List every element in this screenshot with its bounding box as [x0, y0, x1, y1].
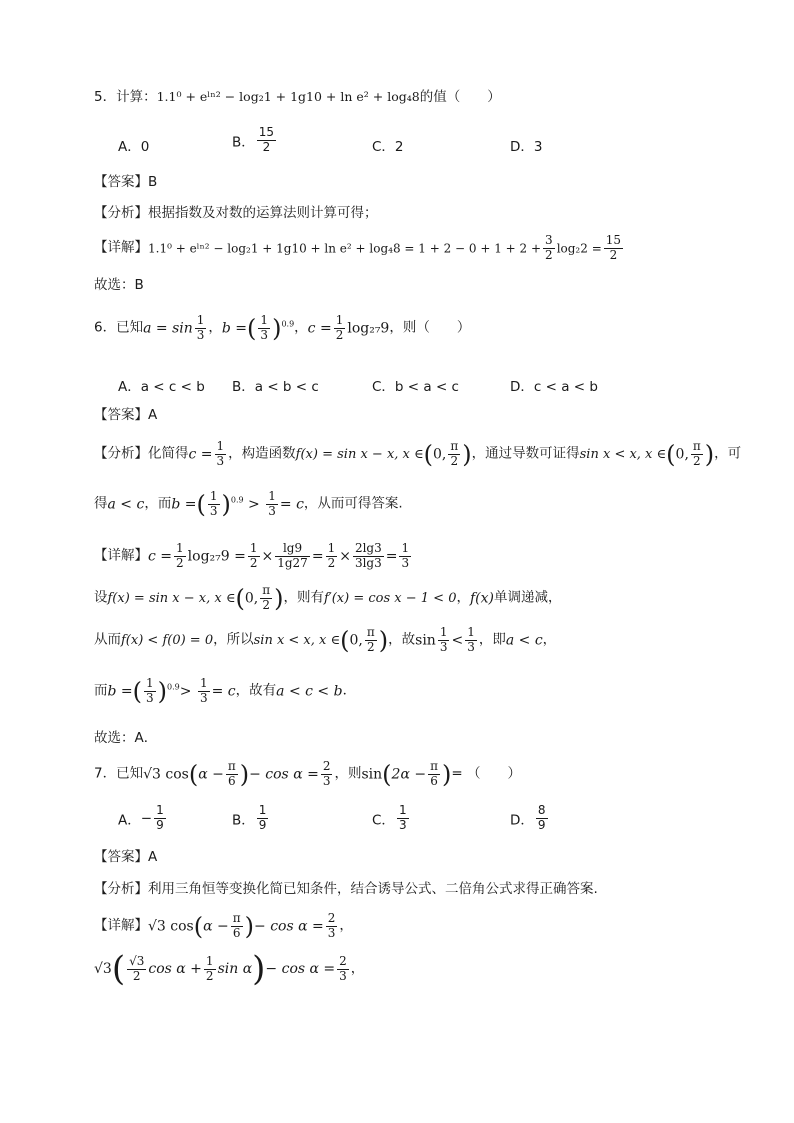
q5-tail: 的值（ ） — [419, 89, 501, 105]
q5-number: 5． — [94, 89, 117, 105]
q7-detail-line1: 【详解】√3 cos(α − $\frac{\pi}{6}$ )− cos α = $\frac{2}{3}$ ， — [94, 911, 353, 941]
q6-detail-line2: 从而f(x) < f(0) = 0，所以sin x < x, x ∈(0, $\frac{\pi}{2}$ )，故sin $\frac{1}{3}$ < $\frac{1}{3}$ ，即a < c， — [94, 625, 557, 655]
q7-answer — [94, 850, 157, 865]
answer-tag: 【答案】 — [94, 407, 148, 423]
q6-option-c: C．b < a < c — [372, 379, 459, 395]
q6-b-frac: $\frac{1}{3}$ — [260, 313, 269, 342]
q6-detail-line1: 设f(x) = sin x − x, x ∈(0, $\frac{\pi}{2}$ )，则有f′(x) = cos x − 1 < 0，f(x)单调递减， — [94, 583, 562, 613]
q6-option-a: A．a < c < b — [118, 379, 205, 395]
q7-answer-value: A — [148, 849, 158, 865]
q6-option-b: B．a < b < c — [232, 379, 319, 395]
q7-option-c: C． $\frac{1}{3}$ — [372, 803, 407, 832]
detail-tag: 【详解】 — [94, 239, 148, 256]
q6-b-eq: b = — [221, 320, 248, 337]
q7-stem: 7．已知√3 cos(α − $\frac{\pi}{6}$ )− cos α = $\frac{2}{3}$ ，则sin(2α − $\frac{\pi}{6}$ )= （ ） — [94, 759, 521, 789]
q5-analysis — [94, 206, 378, 221]
q5-detail-frac2: $\frac{15}{2}$ — [605, 233, 622, 262]
q6-option-d: D．c < a < b — [510, 379, 598, 395]
q5-option-d: D．3 — [510, 139, 543, 155]
q5-option-b — [232, 126, 278, 155]
q6-stem: 6．已知a = sin $\frac{1}{3}$ ，b =( $\frac{1}{3}$ )$^{0.9}$，c = $\frac{1}{2}$ log₂₇9，则（ ） — [94, 313, 471, 343]
q6-c-log: log₂₇9 — [347, 320, 390, 337]
q6-c-eq: c = — [307, 320, 332, 337]
q7-analysis — [94, 882, 598, 897]
detail-tag: 【详解】 — [94, 917, 148, 934]
q5-detail-frac1: $\frac{3}{2}$ — [545, 233, 553, 262]
q5-option-a: A．0 — [118, 139, 150, 155]
q6-analysis-line1: 【分析】化简得c = $\frac{1}{3}$ ，构造函数f(x) = sin x − x, x ∈(0, $\frac{\pi}{2}$ )，通过导数可证得sin x < x, x ∈(0, $\frac{\pi}{2}$ )，可 — [94, 439, 742, 469]
q6-a-frac: $\frac{1}{3}$ — [196, 313, 205, 342]
q5-detail — [94, 234, 625, 263]
q5-option-b-label: B． — [232, 134, 255, 151]
answer-tag: 【答案】 — [94, 174, 148, 190]
q5-analysis-text: 根据指数及对数的运算法则计算可得； — [148, 205, 378, 221]
q6-then: ，则（ ） — [389, 319, 471, 336]
q7-option-a: A．− $\frac{1}{9}$ — [118, 803, 164, 832]
q6-answer — [94, 408, 157, 423]
q6-choose: 故选：A． — [94, 730, 158, 746]
q7-option-d: D． $\frac{8}{9}$ — [510, 803, 546, 832]
q6-number: 6．已知 — [94, 319, 144, 336]
q5-expression: 1.1⁰ + eˡⁿ² − log₂1 + 1g10 + ln e² + log₄8 — [156, 89, 420, 104]
q6-c-frac: $\frac{1}{2}$ — [335, 313, 344, 342]
q6-detail-line3: 而b =( $\frac{1}{3}$ )$^{0.9}$> $\frac{1}{3}$ = c，故有a < c < b． — [94, 676, 357, 706]
q5-choose: 故选：B — [94, 277, 144, 293]
q5-lead: 计算： — [116, 89, 157, 105]
q5-option-c: C．2 — [372, 139, 404, 155]
q7-option-b: B． $\frac{1}{9}$ — [232, 803, 267, 832]
q5-answer-value: B — [148, 174, 158, 190]
q7-number: 7．已知 — [94, 765, 144, 782]
q6-answer-value: A — [148, 407, 158, 423]
q6-a-eq: a = sin — [143, 320, 193, 337]
q5-stem — [94, 90, 501, 105]
q5-detail-mid: log₂2 = — [556, 241, 602, 256]
q6-analysis-line2: 得a < c，而b =( $\frac{1}{3}$ )$^{0.9}$ > $\frac{1}{3}$ = c，从而可得答案. — [94, 489, 403, 519]
answer-tag: 【答案】 — [94, 849, 148, 865]
q7-analysis-text: 利用三角恒等变换化简已知条件，结合诱导公式、二倍角公式求得正确答案. — [148, 881, 598, 897]
q5-detail-expr: 1.1⁰ + eˡⁿ² − log₂1 + 1g10 + ln e² + log₄8 = 1 + 2 − 0 + 1 + 2 + — [148, 241, 542, 256]
analysis-tag: 【分析】 — [94, 881, 148, 897]
q5-option-b-fraction: $\frac{15}{2}$ — [258, 125, 275, 154]
q6-detail-line0: 【详解】c = $\frac{1}{2}$ log₂₇9 = $\frac{1}{2}$ × $\frac{\lg 9}{1g27}$ = $\frac{1}{2}$ × $\frac{2\lg 3}{3\lg 3}$ = $\frac{1}{3}$ — [94, 541, 410, 570]
q5-answer — [94, 175, 157, 190]
q7-detail-line2: √3( $\frac{√3}{2}$ cos α + $\frac{1}{2}$ sin α)− cos α = $\frac{2}{3}$ ， — [94, 949, 365, 989]
analysis-tag: 【分析】 — [94, 205, 148, 221]
q6-b-exp: 0.9 — [281, 319, 295, 329]
detail-tag: 【详解】 — [94, 547, 148, 564]
analysis-tag: 【分析】 — [94, 445, 148, 462]
